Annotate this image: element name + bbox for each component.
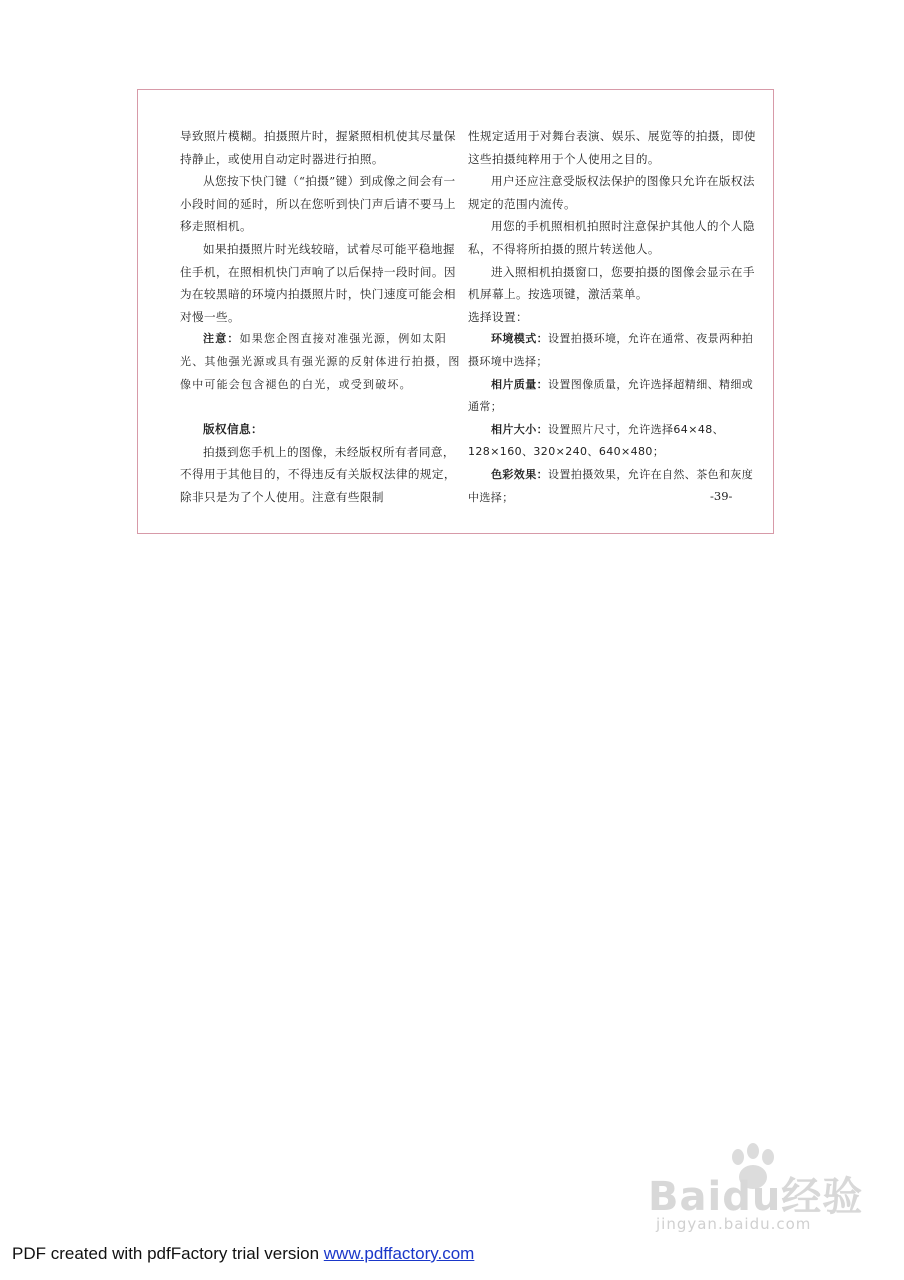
settings-item-label: 相片大小： [491, 422, 548, 436]
note-text: 如果您企图直接对准强光源，例如太阳光、其他强光源或具有强光源的反射体进行拍摄，图像中可能会包含褪色的白光，或受到破坏。 [180, 332, 461, 391]
settings-item-text: 设置图像质量，允许选择超精细、精细或通常； [468, 377, 754, 414]
footer-link[interactable]: www.pdffactory.com [323, 1244, 475, 1263]
paragraph: 拍摄到您手机上的图像，未经版权所有者同意，不得用于其他目的，不得违反有关版权法律的规定，除非只是为了个人使用。注意有些限制 [180, 444, 456, 504]
page-number: -39- [710, 489, 733, 503]
settings-item-label: 环境模式： [491, 332, 548, 346]
left-column [180, 125, 462, 509]
settings-item-text: 设置照片尺寸，允许选择64×48、128×160、320×240、640×480； [468, 422, 725, 459]
paragraph: 选择设置： [468, 309, 528, 324]
settings-item-label: 相片质量： [491, 377, 548, 391]
watermark-logo: Baidu经验 [648, 1174, 864, 1220]
section-heading: 版权信息： [203, 422, 263, 437]
settings-item-text: 设置拍摄效果，允许在自然、茶色和灰度中选择； [468, 467, 754, 504]
settings-item [468, 328, 758, 373]
settings-item-text: 设置拍摄环境，允许在通常、夜景两种拍摄环境中选择； [468, 332, 754, 368]
paragraph: 用您的手机照相机拍照时注意保护其他人的个人隐私，不得将所拍摄的照片转送他人。 [468, 219, 755, 256]
paragraph: 用户还应注意受版权法保护的图像只允许在版权法规定的范围内流传。 [468, 174, 755, 211]
baidu-watermark [648, 1143, 868, 1253]
paragraph: 导致照片模糊。拍摄照片时，握紧照相机使其尽量保持静止，或使用自动定时器进行拍照。 [180, 129, 456, 166]
settings-item [468, 374, 758, 419]
settings-item-label: 色彩效果： [491, 467, 548, 481]
footer-text: PDF created with pdfFactory trial version [12, 1244, 324, 1263]
note-label: 注意： [203, 332, 240, 346]
paragraph: 进入照相机拍摄窗口，您要拍摄的图像会显示在手机屏幕上。按选项键，激活菜单。 [468, 264, 755, 302]
settings-item [468, 419, 758, 464]
watermark-url: jingyan.baidu.com [656, 1215, 812, 1233]
right-column [468, 125, 758, 509]
note-paragraph [180, 328, 462, 396]
paragraph: 性规定适用于对舞台表演、娱乐、展览等的拍摄，即使这些拍摄纯粹用于个人使用之目的。 [468, 129, 756, 166]
paragraph: 从您按下快门键（“拍摄”键）到成像之间会有一小段时间的延时，所以在您听到快门声后请不要马上移走照相机。 [180, 174, 456, 234]
pdf-footer [12, 1244, 474, 1264]
paragraph: 如果拍摄照片时光线较暗，试着尽可能平稳地握住手机，在照相机快门声响了以后保持一段时间。因为在较黑暗的环境内拍摄照片时，快门速度可能会相对慢一些。 [180, 241, 456, 324]
